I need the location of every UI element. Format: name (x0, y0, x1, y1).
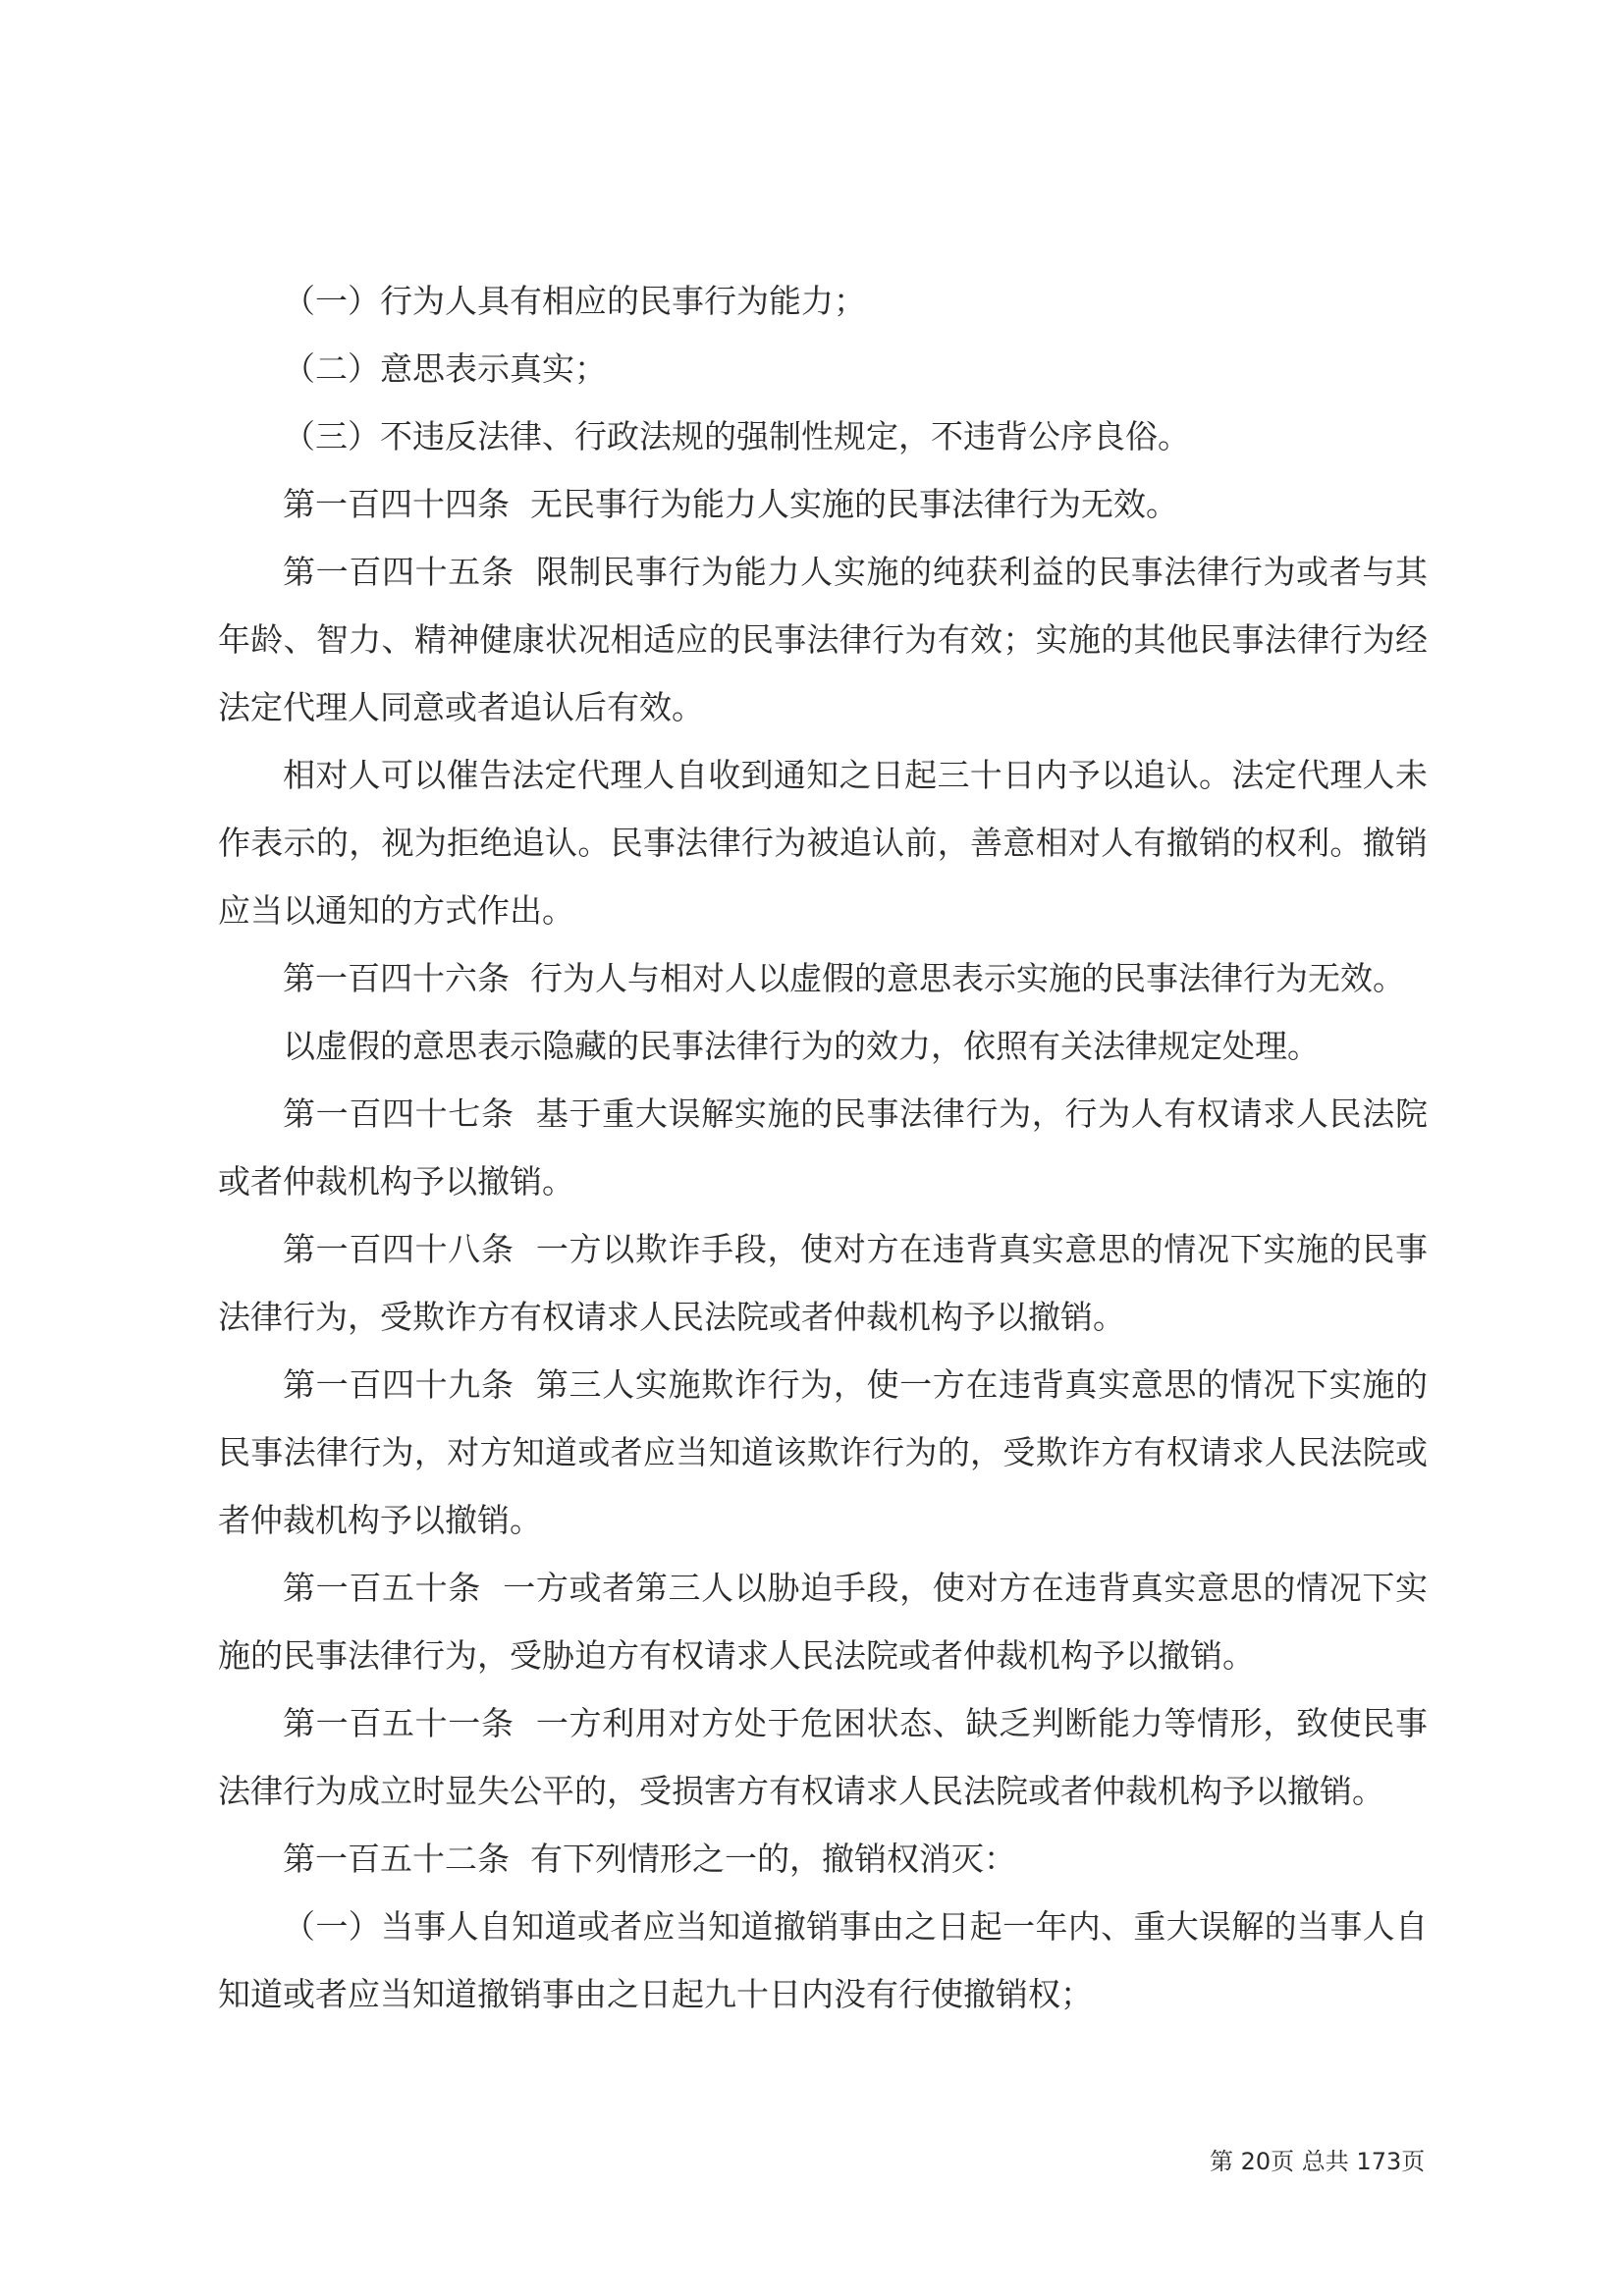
article-150: 第一百五十条 一方或者第三人以胁迫手段，使对方在违背真实意思的情况下实施的民事法律行为，受胁迫方有权请求人民法院或者仲裁机构予以撤销。 (218, 1569, 1428, 1675)
paragraph-item-1: （一）行为人具有相应的民事行为能力； (283, 282, 866, 320)
document-body (218, 267, 1428, 2028)
paragraph-item-2: （二）意思表示真实； (283, 349, 607, 388)
article-151: 第一百五十一条 一方利用对方处于危困状态、缺乏判断能力等情形，致使民事法律行为成立时显失公平的，受损害方有权请求人民法院或者仲裁机构予以撤销。 (218, 1704, 1428, 1810)
article-146-paragraph-2: 以虚假的意思表示隐藏的民事法律行为的效力，依照有关法律规定处理。 (283, 1027, 1320, 1065)
article-149: 第一百四十九条 第三人实施欺诈行为，使一方在违背真实意思的情况下实施的民事法律行为，对方知道或者应当知道该欺诈行为的，受欺诈方有权请求人民法院或者仲裁机构予以撤销。 (218, 1365, 1428, 1539)
article-152-item-1: （一）当事人自知道或者应当知道撤销事由之日起一年内、重大误解的当事人自知道或者应当知道撤销事由之日起九十日内没有行使撤销权； (218, 1907, 1428, 2013)
article-152: 第一百五十二条 有下列情形之一的，撤销权消灭： (283, 1840, 1016, 1878)
article-145-paragraph-2: 相对人可以催告法定代理人自收到通知之日起三十日内予以追认。法定代理人未作表示的，视为拒绝追认。民事法律行为被追认前，善意相对人有撤销的权利。撤销应当以通知的方式作出。 (218, 756, 1428, 930)
paragraph-item-3: （三）不违反法律、行政法规的强制性规定，不违背公序良俗。 (283, 417, 1190, 455)
article-147: 第一百四十七条 基于重大误解实施的民事法律行为，行为人有权请求人民法院或者仲裁机构予以撤销。 (218, 1095, 1428, 1201)
article-146: 第一百四十六条 行为人与相对人以虚假的意思表示实施的民事法律行为无效。 (283, 959, 1405, 997)
article-144: 第一百四十四条 无民事行为能力人实施的民事法律行为无效。 (283, 485, 1178, 523)
page-number-footer: 第 20页 总共 173页 (1210, 2148, 1426, 2175)
article-148: 第一百四十八条 一方以欺诈手段，使对方在违背真实意思的情况下实施的民事法律行为，受欺诈方有权请求人民法院或者仲裁机构予以撤销。 (218, 1230, 1428, 1336)
article-145: 第一百四十五条 限制民事行为能力人实施的纯获利益的民事法律行为或者与其年龄、智力、精神健康状况相适应的民事法律行为有效；实施的其他民事法律行为经法定代理人同意或者追认后有效。 (218, 553, 1428, 726)
